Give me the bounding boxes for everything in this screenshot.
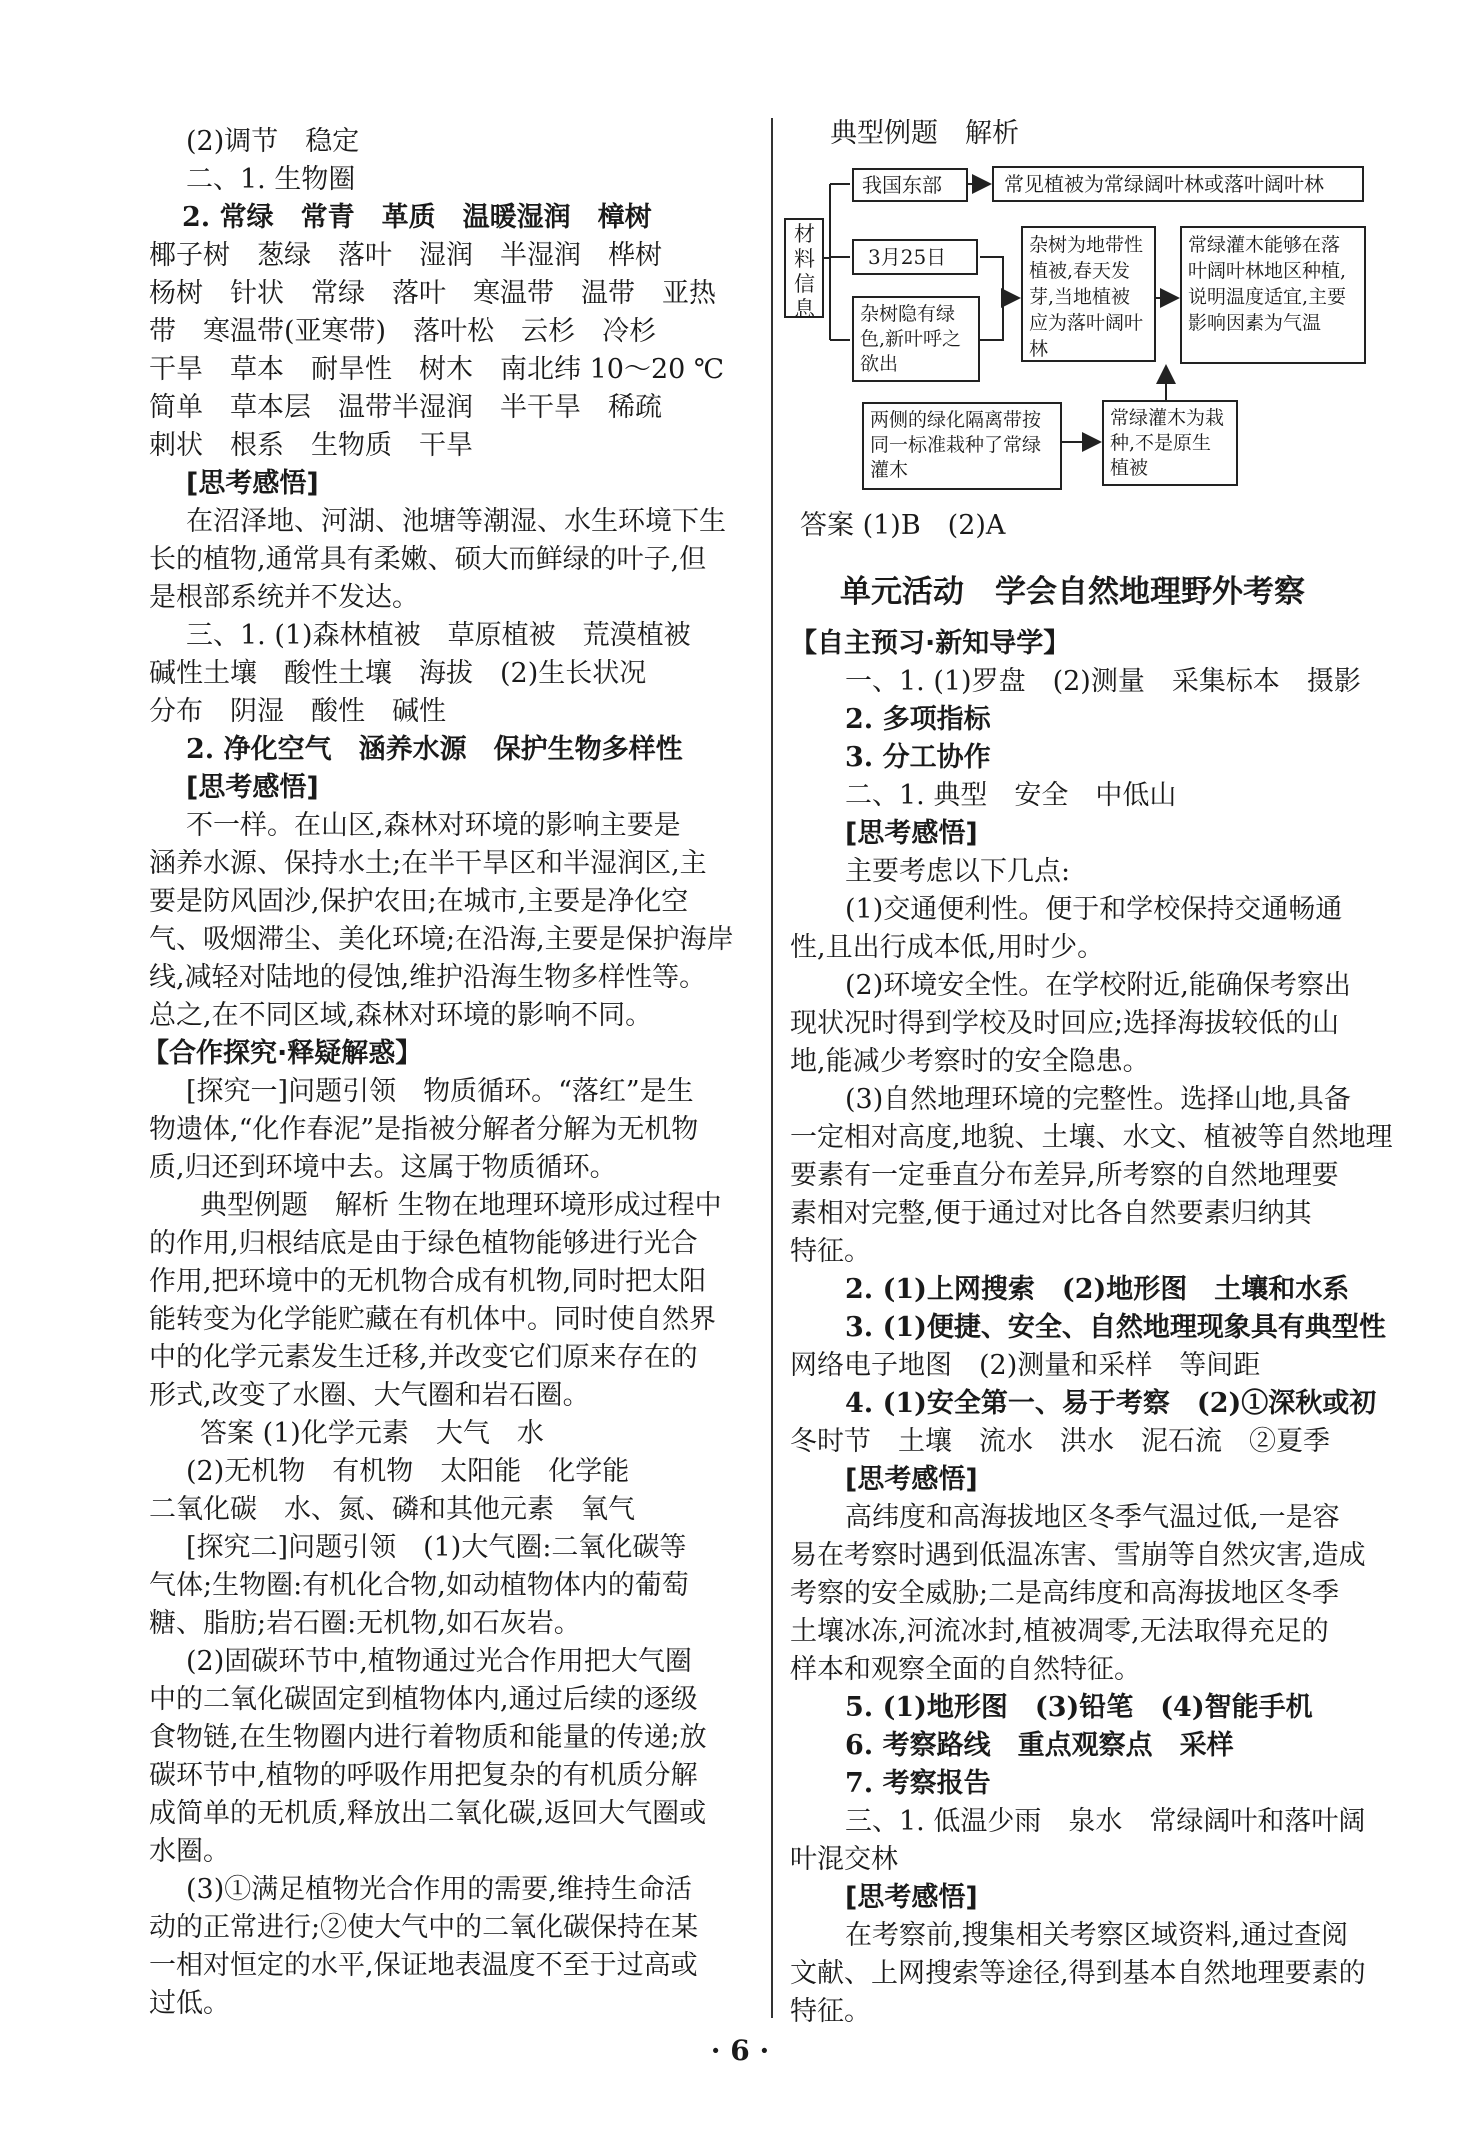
- text-line: 二氧化碳 水、氮、磷和其他元素 氧气: [149, 1494, 635, 1525]
- text-line: 样本和观察全面的自然特征。: [790, 1654, 1141, 1685]
- text-line: 中的化学元素发生迁移,并改变它们原来存在的: [149, 1342, 698, 1373]
- text-line: (3)自然地理环境的完整性。选择山地,具备: [845, 1084, 1351, 1115]
- text-line: 杨树 针状 常绿 落叶 寒温带 温带 亚热: [149, 278, 716, 309]
- conclusion-box: [1180, 226, 1366, 364]
- side-label-box: [784, 218, 824, 321]
- text-line: 涵养水源、保持水土;在半干旱区和半湿润区,主: [149, 848, 707, 879]
- east-result-box: [992, 166, 1364, 202]
- text-line: 形式,改变了水圈、大气圈和岩石圈。: [149, 1380, 590, 1411]
- unit-title: 单元活动 学会自然地理野外考察: [840, 574, 1305, 610]
- planted-box: [1102, 400, 1238, 486]
- date-box: [852, 239, 978, 275]
- text-line: 长的植物,通常具有柔嫩、硕大而鲜绿的叶子,但: [149, 544, 707, 575]
- text-line: 6. 考察路线 重点观察点 采样: [845, 1730, 1234, 1761]
- east-result-text: 常见植被为常绿阔叶林或落叶阔叶林: [1004, 172, 1324, 196]
- text-line: (1)交通便利性。便于和学校保持交通畅通: [845, 894, 1343, 925]
- conclusion-box-text: 常绿灌木能够在落叶阔叶林地区种植,说明温度适宜,主要影响因素为气温: [1188, 234, 1347, 334]
- text-line: 主要考虑以下几点:: [845, 856, 1071, 887]
- section-heading: [思考感悟]: [186, 772, 319, 803]
- text-line: 干旱 草本 耐旱性 树木 南北纬 10～20 ℃: [149, 354, 725, 385]
- page-number: · 6 ·: [710, 2034, 770, 2067]
- text-line: 动的正常进行;②使大气中的二氧化碳保持在某: [149, 1912, 699, 1943]
- text-line: (2)固碳环节中,植物通过光合作用把大气圈: [186, 1646, 692, 1677]
- text-line: 简单 草本层 温带半湿润 半干旱 稀疏: [149, 392, 662, 423]
- text-line: 一定相对高度,地貌、土壤、水文、植被等自然地理: [790, 1122, 1393, 1153]
- text-line: 碳环节中,植物的呼吸作用把复杂的有机质分解: [149, 1760, 698, 1791]
- text-line: 能转变为化学能贮藏在有机体中。同时使自然界: [149, 1304, 716, 1335]
- text-line: 成简单的无机质,释放出二氧化碳,返回大气圈或: [149, 1798, 707, 1829]
- east-box: [852, 168, 968, 202]
- text-line: 考察的安全威胁;二是高纬度和高海拔地区冬季: [790, 1578, 1340, 1609]
- text-line: 答案 (1)化学元素 大气 水: [200, 1418, 544, 1449]
- answer-line: 答案 (1)B (2)A: [800, 510, 1006, 541]
- text-line: 不一样。在山区,森林对环境的影响主要是: [186, 810, 681, 841]
- text-line: 一相对恒定的水平,保证地表温度不至于过高或: [149, 1950, 698, 1981]
- text-line: 食物链,在生物圈内进行着物质和能量的传递;放: [149, 1722, 707, 1753]
- text-line: 高纬度和高海拔地区冬季气温过低,一是容: [845, 1502, 1340, 1533]
- section-heading: 【合作探究·释疑解惑】: [142, 1038, 423, 1069]
- text-line: 现状况时得到学校及时回应;选择海拔较低的山: [790, 1008, 1340, 1039]
- text-line: 二、1. 典型 安全 中低山: [845, 780, 1177, 811]
- text-line: 冬时节 土壤 流水 洪水 泥石流 ②夏季: [790, 1426, 1330, 1457]
- text-line: 分布 阴湿 酸性 碱性: [149, 696, 446, 727]
- text-line: 在沼泽地、河湖、池塘等潮湿、水生环境下生: [186, 506, 726, 537]
- text-line: 三、1. 低温少雨 泉水 常绿阔叶和落叶阔: [845, 1806, 1366, 1837]
- text-line: 网络电子地图 (2)测量和采样 等间距: [790, 1350, 1261, 1381]
- text-line: 2. (1)上网搜索 (2)地形图 土壤和水系: [845, 1274, 1350, 1305]
- text-line: 地,能减少考察时的安全隐患。: [790, 1046, 1150, 1077]
- text-line: 的作用,归根结底是由于绿色植物能够进行光合: [149, 1228, 698, 1259]
- text-line: (2)调节 稳定: [186, 126, 360, 157]
- section-heading: [思考感悟]: [845, 818, 978, 849]
- sprout-box: [852, 296, 980, 382]
- text-line: 椰子树 葱绿 落叶 湿润 半湿润 桦树: [149, 240, 662, 271]
- text-line: 是根部系统并不发达。: [149, 582, 419, 613]
- text-line: 3. 分工协作: [845, 742, 991, 773]
- text-line: 线,减轻对陆地的侵蚀,维护沿海生物多样性等。: [149, 962, 707, 993]
- text-line: 土壤冰冻,河流冰封,植被凋零,无法取得充足的: [790, 1616, 1329, 1647]
- text-line: 带 寒温带(亚寒带) 落叶松 云杉 冷杉: [149, 316, 657, 347]
- hedge-box-text: 两侧的绿化隔离带按同一标准栽种了常绿灌木: [870, 409, 1042, 481]
- text-line: 2. 多项指标: [845, 704, 991, 735]
- text-line: [探究二]问题引领 (1)大气圈:二氧化碳等: [186, 1532, 687, 1563]
- text-line: 5. (1)地形图 (3)铅笔 (4)智能手机: [845, 1692, 1313, 1723]
- text-line: 在考察前,搜集相关考察区域资料,通过查阅: [845, 1920, 1349, 1951]
- text-line: 中的二氧化碳固定到植物体内,通过后续的逐级: [149, 1684, 698, 1715]
- east-box-text: 我国东部: [862, 173, 942, 197]
- section-heading: 【自主预习·新知导学】: [790, 628, 1071, 659]
- sprout-box-text: 杂树隐有绿色,新叶呼之欲出: [860, 303, 962, 375]
- text-line: 典型例题 解析 生物在地理环境形成过程中: [200, 1190, 722, 1221]
- text-line: 二、1. 生物圈: [186, 164, 356, 195]
- text-line: 过低。: [149, 1988, 230, 2019]
- text-line: 特征。: [790, 1996, 871, 2027]
- text-line: 易在考察时遇到低温冻害、雪崩等自然灾害,造成: [790, 1540, 1366, 1571]
- text-line: 2. 常绿 常青 革质 温暖湿润 樟树: [182, 202, 652, 233]
- text-line: 3. (1)便捷、安全、自然地理现象具有典型性: [845, 1312, 1386, 1343]
- text-line: 气、吸烟滞尘、美化环境;在沿海,主要是保护海岸: [149, 924, 734, 955]
- section-heading: [思考感悟]: [845, 1464, 978, 1495]
- text-line: 要是防风固沙,保护农田;在城市,主要是净化空: [149, 886, 689, 917]
- diagram-heading: 典型例题 解析: [830, 118, 1019, 149]
- text-line: 文献、上网搜索等途径,得到基本自然地理要素的: [790, 1958, 1366, 1989]
- text-line: 物遗体,“化作春泥”是指被分解者分解为无机物: [149, 1114, 699, 1145]
- text-line: 一、1. (1)罗盘 (2)测量 采集标本 摄影: [845, 666, 1361, 697]
- text-line: 刺状 根系 生物质 干旱: [149, 430, 473, 461]
- text-line: 叶混交林: [790, 1844, 898, 1875]
- text-line: 水圈。: [149, 1836, 230, 1867]
- text-line: 气体;生物圈:有机化合物,如动植物体内的葡萄: [149, 1570, 689, 1601]
- text-line: (2)环境安全性。在学校附近,能确保考察出: [845, 970, 1351, 1001]
- date-box-text: 3月25日: [868, 245, 947, 269]
- side-label: 材料信息: [794, 222, 815, 321]
- text-line: (2)无机物 有机物 太阳能 化学能: [186, 1456, 630, 1487]
- text-line: 总之,在不同区域,森林对环境的影响不同。: [149, 1000, 653, 1031]
- text-line: (3)①满足植物光合作用的需要,维持生命活: [186, 1874, 692, 1905]
- text-line: 素相对完整,便于通过对比各自然要素归纳其: [790, 1198, 1312, 1229]
- text-line: 性,且出行成本低,用时少。: [790, 932, 1105, 963]
- text-line: 三、1. (1)森林植被 草原植被 荒漠植被: [186, 620, 691, 651]
- deciduous-box: [1021, 226, 1156, 362]
- section-heading: [思考感悟]: [186, 468, 319, 499]
- text-line: 糖、脂肪;岩石圈:无机物,如石灰岩。: [149, 1608, 581, 1639]
- hedge-box: [862, 402, 1062, 490]
- text-line: 特征。: [790, 1236, 871, 1267]
- text-line: 4. (1)安全第一、易于考察 (2)①深秋或初: [845, 1388, 1377, 1419]
- text-line: 碱性土壤 酸性土壤 海拔 (2)生长状况: [149, 658, 647, 689]
- text-line: 要素有一定垂直分布差异,所考察的自然地理要: [790, 1160, 1339, 1191]
- section-heading: [思考感悟]: [845, 1882, 978, 1913]
- text-line: 质,归还到环境中去。这属于物质循环。: [149, 1152, 617, 1183]
- text-line: 作用,把环境中的无机物合成有机物,同时把太阳: [149, 1266, 707, 1297]
- text-line: [探究一]问题引领 物质循环。“落红”是生: [186, 1076, 694, 1107]
- deciduous-box-text: 杂树为地带性植被,春天发芽,当地植被应为落叶阔叶林: [1029, 234, 1144, 360]
- text-line: 2. 净化空气 涵养水源 保护生物多样性: [186, 734, 683, 765]
- text-line: 7. 考察报告: [845, 1768, 991, 1799]
- planted-box-text: 常绿灌木为栽种,不是原生植被: [1110, 407, 1225, 479]
